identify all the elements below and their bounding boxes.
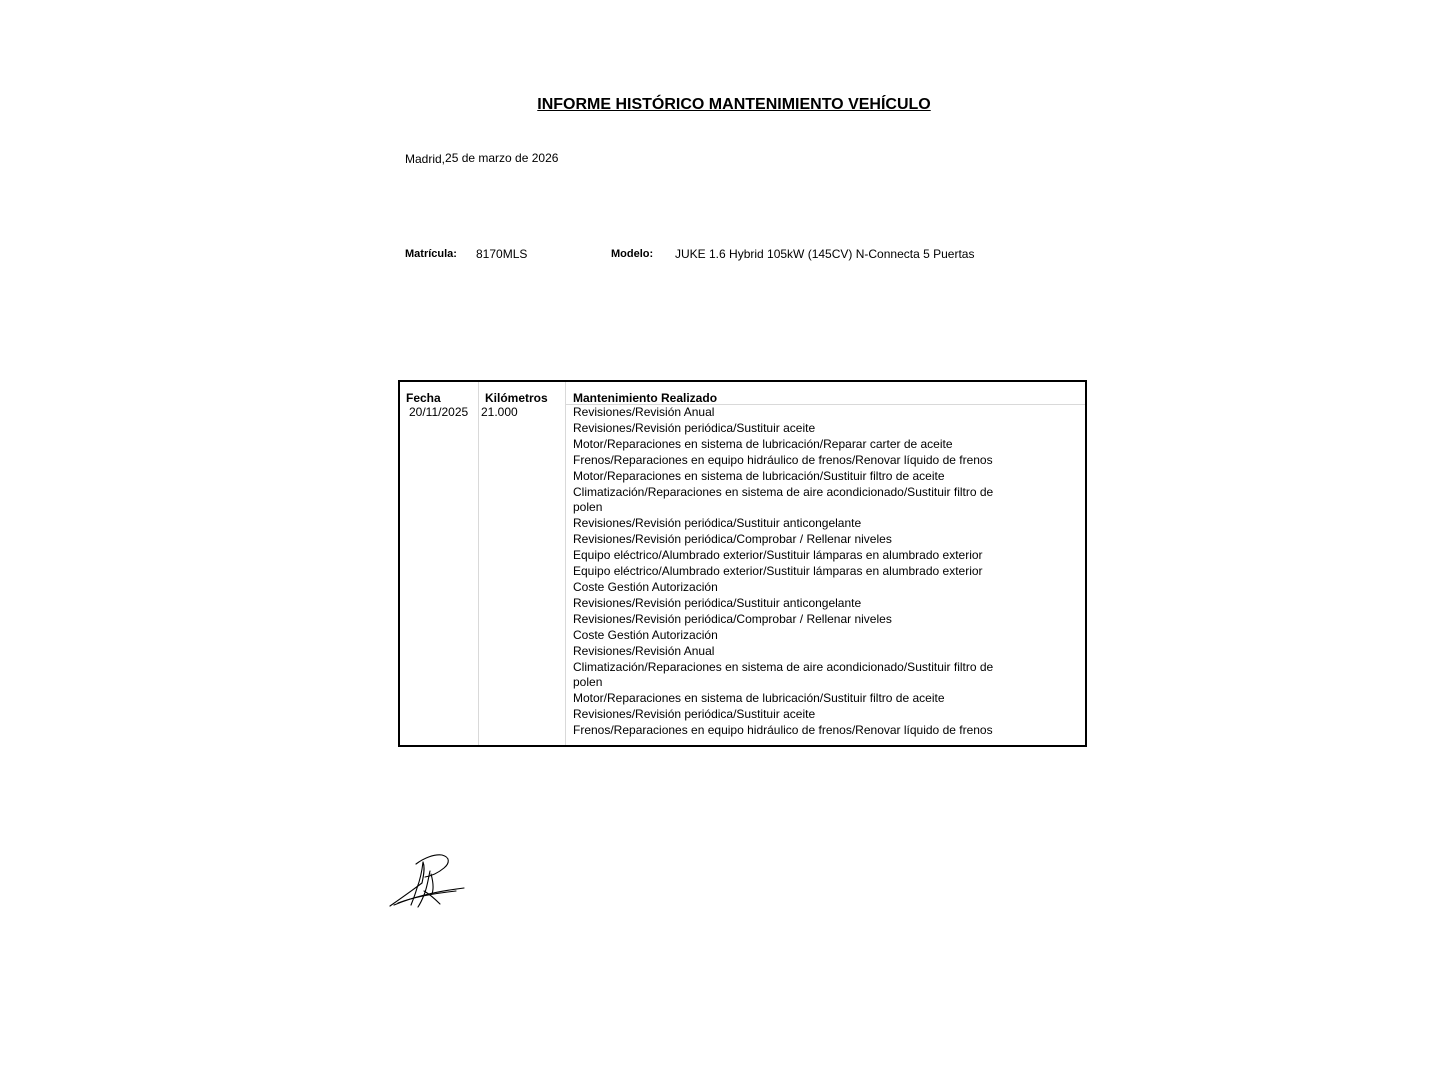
plate-value: 8170MLS	[476, 247, 528, 261]
maintenance-line: polen	[573, 675, 603, 690]
maintenance-line: Motor/Reparaciones en sistema de lubricación/Sustituir filtro de aceite	[573, 468, 945, 483]
row-date: 20/11/2025	[409, 405, 469, 419]
report-title: INFORME HISTÓRICO MANTENIMIENTO VEHÍCULO	[537, 96, 931, 113]
header-maintenance: Mantenimiento Realizado	[573, 391, 718, 405]
maintenance-line: Revisiones/Revisión periódica/Comprobar / Rellenar niveles	[573, 611, 892, 626]
maintenance-line: Motor/Reparaciones en sistema de lubricación/Sustituir filtro de aceite	[573, 691, 945, 706]
report-date: 25 de marzo de 2026	[445, 151, 559, 165]
header-date: Fecha	[406, 391, 441, 405]
maintenance-line: polen	[573, 500, 603, 515]
model-value: JUKE 1.6 Hybrid 105kW (145CV) N-Connecta 5 Puertas	[675, 247, 975, 261]
maintenance-line: Climatización/Reparaciones en sistema de aire acondicionado/Sustituir filtro de	[573, 659, 994, 674]
maintenance-list	[573, 405, 993, 739]
maintenance-line: Equipo eléctrico/Alumbrado exterior/Sustituir lámparas en alumbrado exterior	[573, 548, 983, 563]
maintenance-line: Motor/Reparaciones en sistema de lubricación/Reparar carter de aceite	[573, 436, 953, 451]
maintenance-line: Revisiones/Revisión periódica/Sustituir aceite	[573, 420, 816, 435]
place-date	[405, 151, 558, 165]
maintenance-line: Climatización/Reparaciones en sistema de aire acondicionado/Sustituir filtro de	[573, 484, 994, 499]
maintenance-line: Revisiones/Revisión periódica/Sustituir aceite	[573, 707, 816, 722]
model-label: Modelo:	[611, 248, 654, 260]
maintenance-line: Revisiones/Revisión periódica/Comprobar / Rellenar niveles	[573, 532, 892, 547]
maintenance-line: Revisiones/Revisión Anual	[573, 405, 715, 419]
column-divider	[565, 382, 566, 745]
column-divider	[478, 382, 479, 745]
maintenance-line: Frenos/Reparaciones en equipo hidráulico de frenos/Renovar líquido de frenos	[573, 723, 993, 738]
plate-label: Matrícula:	[405, 248, 457, 260]
header-km: Kilómetros	[485, 391, 548, 405]
report-place: Madrid,	[405, 152, 446, 166]
maintenance-line: Revisiones/Revisión periódica/Sustituir anticongelante	[573, 595, 862, 610]
maintenance-line: Equipo eléctrico/Alumbrado exterior/Sustituir lámparas en alumbrado exterior	[573, 564, 983, 579]
maintenance-line: Coste Gestión Autorización	[573, 579, 718, 594]
maintenance-line: Frenos/Reparaciones en equipo hidráulico de frenos/Renovar líquido de frenos	[573, 452, 993, 467]
maintenance-table	[398, 380, 1087, 747]
row-km: 21.000	[481, 405, 518, 419]
maintenance-line: Coste Gestión Autorización	[573, 627, 718, 642]
maintenance-line: Revisiones/Revisión periódica/Sustituir anticongelante	[573, 516, 862, 531]
maintenance-line: Revisiones/Revisión Anual	[573, 643, 715, 658]
signature	[386, 850, 468, 912]
